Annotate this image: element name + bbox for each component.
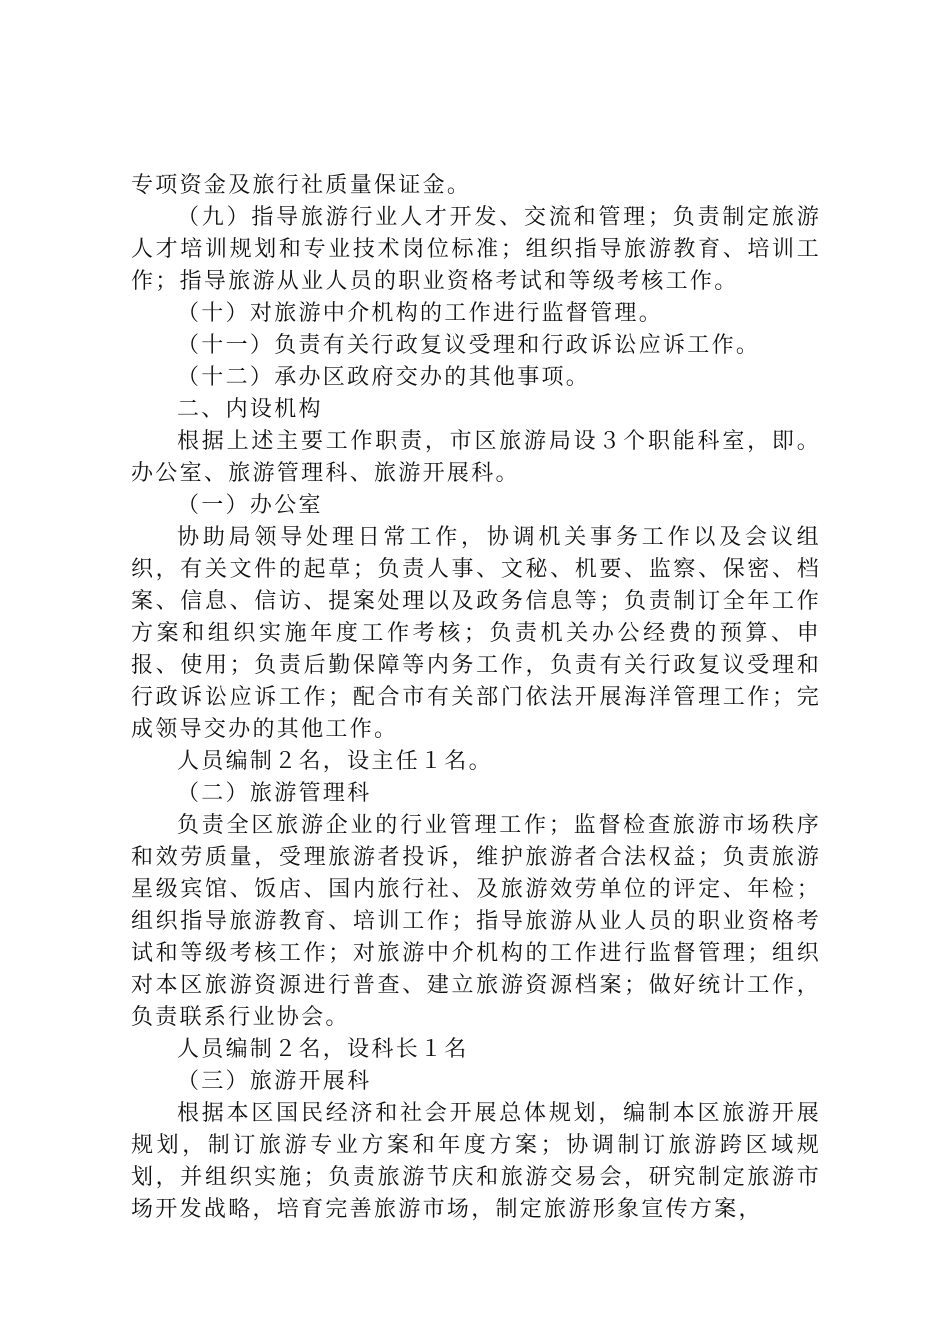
paragraph-office-staffing: 人员编制２名，设主任１名。 (177, 749, 493, 774)
paragraph-item-10: （十）对旅游中介机构的工作进行监督管理。 (177, 301, 664, 326)
document-body (131, 170, 821, 1226)
paragraph-tourism-management-staffing: 人员编制２名，设科长１名 (177, 1037, 469, 1062)
paragraph-item-9: （九）指导旅游行业人才开发、交流和管理；负责制定旅游人才培训规划和专业技术岗位标准；组织指导旅游教育、培训工作；指导旅游从业人员的职业资格考试和等级考核工作。 (131, 205, 821, 294)
subheading-office: （一）办公室 (177, 493, 323, 518)
paragraph-fund-continuation: 专项资金及旅行社质量保证金。 (131, 173, 472, 198)
subheading-tourism-management: （二）旅游管理科 (177, 781, 372, 806)
paragraph-item-11: （十一）负责有关行政复议受理和行政诉讼应诉工作。 (177, 333, 761, 358)
paragraph-office-duties: 协助局领导处理日常工作，协调机关事务工作以及会议组织，有关文件的起草；负责人事、文秘、机要、监察、保密、档案、信息、信访、提案处理以及政务信息等；负责制订全年工作方案和组织实施年度工作考核；负责机关办公经费的预算、申报、使用；负责后勤保障等内务工作，负责有关行政复议受理和行政诉讼应诉工作；配合市有关部门依法开展海洋管理工作；完成领导交办的其他工作。 (131, 525, 821, 742)
subheading-tourism-development: （三）旅游开展科 (177, 1069, 372, 1094)
paragraph-item-12: （十二）承办区政府交办的其他事项。 (177, 365, 591, 390)
paragraph-tourism-management-duties: 负责全区旅游企业的行业管理工作；监督检查旅游市场秩序和效劳质量，受理旅游者投诉，维护旅游者合法权益；负责旅游星级宾馆、饭店、国内旅行社、及旅游效劳单位的评定、年检；组织指导旅游教育、培训工作；指导旅游从业人员的职业资格考试和等级考核工作；对旅游中介机构的工作进行监督管理；组织对本区旅游资源进行普查、建立旅游资源档案；做好统计工作，负责联系行业协会。 (131, 813, 821, 1030)
paragraph-structure-overview: 根据上述主要工作职责，市区旅游局设３个职能科室，即。办公室、旅游管理科、旅游开展科。 (131, 429, 821, 486)
paragraph-tourism-development-duties: 根据本区国民经济和社会开展总体规划，编制本区旅游开展规划，制订旅游专业方案和年度方案；协调制订旅游跨区域规划，并组织实施；负责旅游节庆和旅游交易会，研究制定旅游市场开发战略，培育完善旅游市场，制定旅游形象宣传方案， (131, 1101, 821, 1222)
section-heading-internal-structure: 二、内设机构 (177, 397, 323, 422)
